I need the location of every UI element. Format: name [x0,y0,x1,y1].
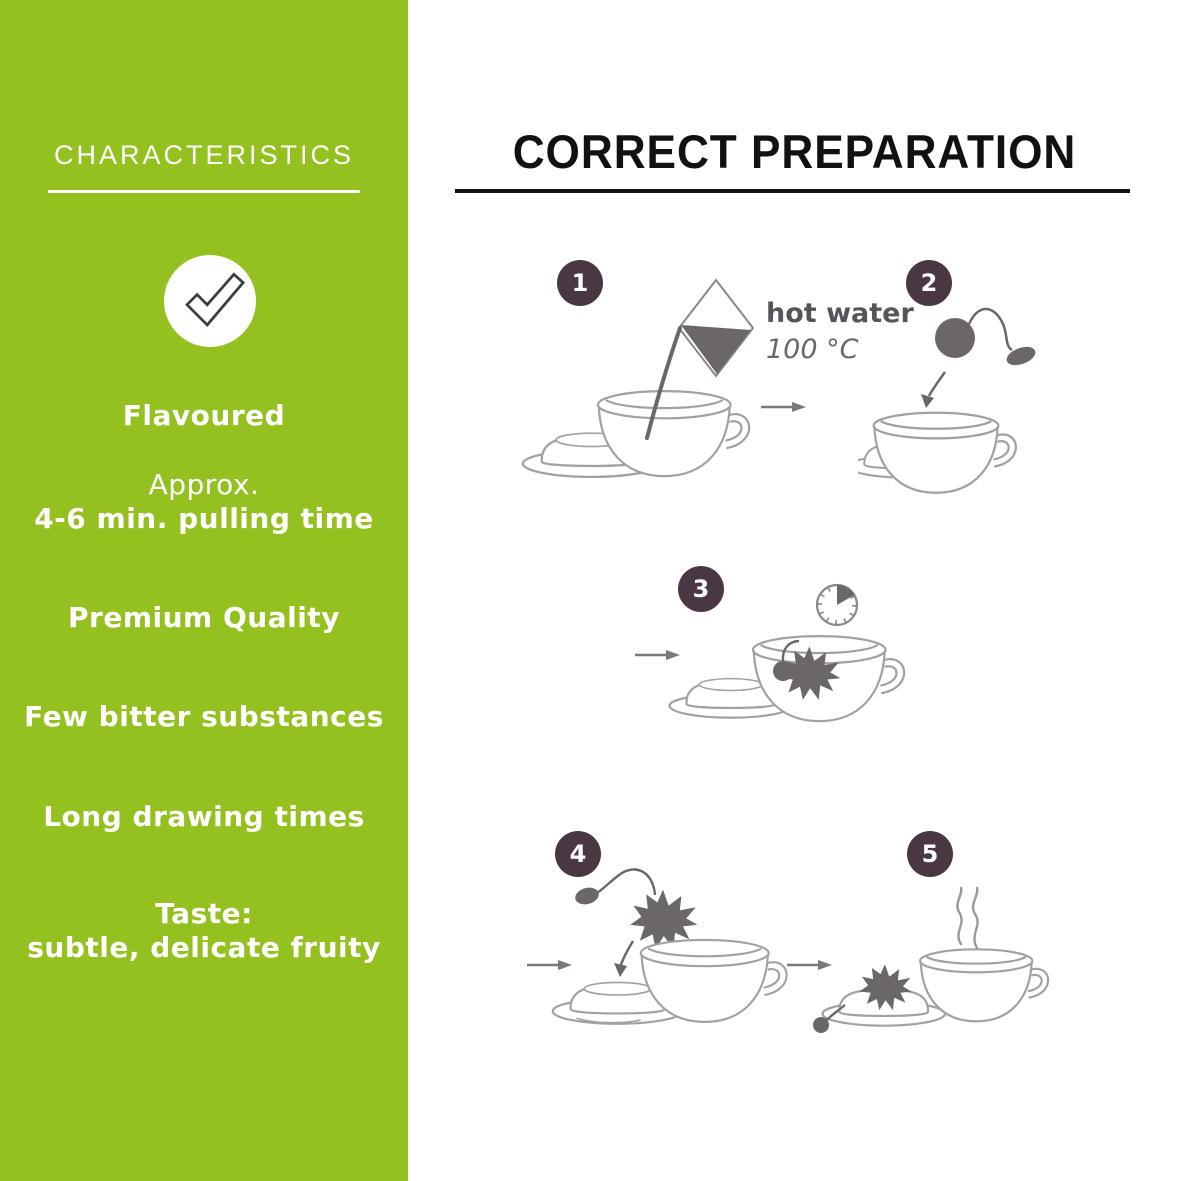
characteristic-bitter-substances [0,700,408,734]
characteristic-text: Long drawing times [43,800,365,833]
characteristic-text: 4-6 min. pulling time [34,502,374,535]
step-2-illustration [858,268,1158,518]
tea-ball-infuser-icon [935,309,1038,369]
characteristic-drawing-times [0,800,408,834]
characteristic-premium-quality [0,601,408,635]
steam-icon [957,888,977,948]
characteristic-pulling-time [0,468,408,536]
characteristic-text: Approx. [148,468,260,501]
characteristic-flavoured [0,399,408,433]
checkmark-glyph [164,255,256,347]
tea-ball-chain [573,869,655,906]
temperature-text: 100 °C [766,334,859,365]
characteristic-text: subtle, delicate fruity [27,931,381,964]
step-number: 3 [692,575,710,603]
step-number: 4 [569,840,587,868]
checkmark-icon [164,255,256,347]
characteristic-text: Taste: [155,897,253,930]
characteristic-taste [0,897,408,965]
characteristics-title-underline [48,190,360,193]
arrow-down-icon [921,372,945,408]
characteristic-text: Premium Quality [68,601,340,634]
teacup-illustration [874,413,1016,493]
characteristics-title: CHARACTERISTICS [53,140,355,170]
hot-water-text: hot water [766,298,914,329]
step-3-illustration [615,553,945,753]
timer-icon [817,585,857,625]
step-1-illustration [520,268,840,508]
step-5-illustration [805,833,1135,1088]
arrow-down-icon [614,941,633,977]
step-number: 1 [571,269,589,297]
step-number: 2 [920,269,938,297]
characteristics-panel [0,0,408,1181]
step-4-illustration [515,833,815,1088]
preparation-title-underline [455,189,1130,193]
preparation-title: CORRECT PREPARATION [512,125,1077,178]
characteristic-text: Flavoured [122,399,286,432]
step-number: 5 [921,840,939,868]
characteristic-text: Few bitter substances [24,700,384,733]
